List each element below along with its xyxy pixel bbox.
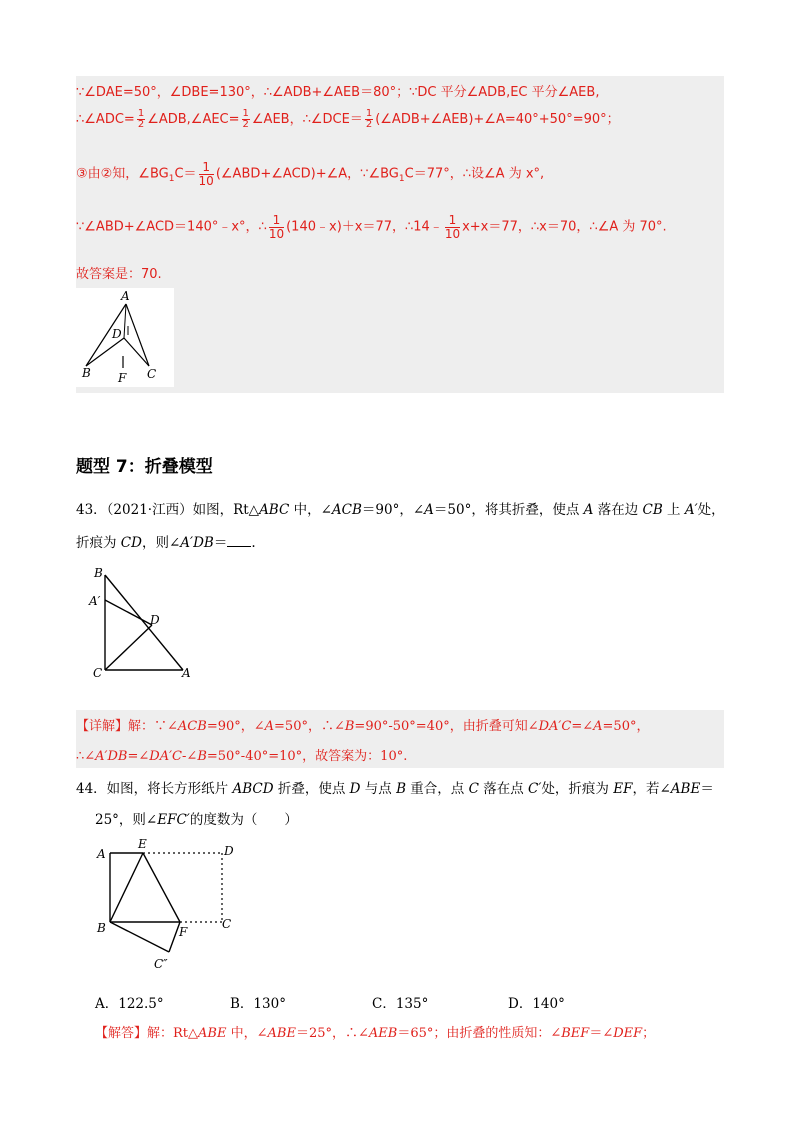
q43-solution-line-2 bbox=[76, 745, 407, 764]
answer-blank[interactable] bbox=[227, 534, 251, 547]
math: A′DB bbox=[95, 749, 128, 764]
solution-line-3 bbox=[76, 161, 544, 187]
figure-43 bbox=[88, 562, 198, 684]
text: =∠ bbox=[571, 719, 594, 734]
den: 10 bbox=[198, 173, 214, 188]
q44-solution-line bbox=[95, 1022, 655, 1041]
text: 折叠，使点 bbox=[273, 781, 350, 797]
text: =50°，∴∠ bbox=[274, 719, 345, 734]
math: ACB bbox=[177, 719, 207, 734]
solution-line-2 bbox=[76, 108, 620, 131]
den: 2 bbox=[365, 119, 373, 130]
num: 1 bbox=[445, 214, 460, 228]
option-d[interactable]: D．140° bbox=[508, 996, 565, 1012]
math: DA′C bbox=[149, 749, 183, 764]
text: ＝ bbox=[213, 535, 228, 551]
math: B bbox=[197, 749, 207, 764]
label: 【详解】 bbox=[76, 719, 129, 734]
math: C bbox=[468, 781, 479, 797]
fraction-half bbox=[242, 109, 250, 131]
text: 折痕为 bbox=[76, 535, 121, 551]
label-F: F bbox=[118, 371, 127, 385]
figure-42 bbox=[76, 288, 174, 387]
math: CD bbox=[120, 535, 142, 551]
math: ABE bbox=[670, 781, 701, 797]
label-A-prime: A′ bbox=[89, 594, 101, 608]
solution-line-4 bbox=[76, 214, 667, 240]
option-a[interactable]: A．122.5° bbox=[95, 996, 164, 1012]
label-C: C bbox=[93, 666, 103, 680]
text: x+x＝77，∴x＝70，∴∠A 为 70°. bbox=[462, 219, 667, 235]
solution-box-42 bbox=[76, 76, 724, 393]
text: 落在点 bbox=[478, 781, 529, 797]
fraction-tenth bbox=[269, 214, 284, 240]
label-D: D bbox=[150, 613, 160, 627]
label-C-prime: C″ bbox=[154, 957, 168, 971]
text: ＝50°，将其折叠，使点 bbox=[433, 502, 584, 518]
q43-line-1 bbox=[76, 498, 725, 518]
math: B bbox=[344, 719, 355, 734]
math: D bbox=[349, 781, 361, 797]
label-C: C bbox=[147, 367, 157, 381]
math: ABE bbox=[198, 1026, 227, 1041]
fraction-half bbox=[365, 109, 373, 131]
math: ABCD bbox=[232, 781, 274, 797]
math: DEF bbox=[613, 1026, 643, 1041]
subscript: 1 bbox=[168, 174, 175, 185]
math: EFC′ bbox=[157, 812, 190, 828]
label: 【解答】 bbox=[95, 1026, 148, 1041]
option-b[interactable]: B．130° bbox=[230, 996, 286, 1012]
text: C＝77°，∴设∠A 为 x°, bbox=[404, 166, 545, 182]
text: ∵∠ABD+∠ACD＝140°﹣x°，∴ bbox=[76, 219, 267, 235]
text: ＝90°，∠ bbox=[361, 502, 425, 518]
math: B bbox=[396, 781, 406, 797]
num: 1 bbox=[199, 161, 214, 175]
math: A′DB bbox=[180, 535, 214, 551]
section-heading: 题型 7：折叠模型 bbox=[76, 457, 213, 477]
text: 43．（2021·江西）如图，Rt△ bbox=[76, 502, 260, 518]
figure-44 bbox=[92, 835, 252, 975]
text: 44．如图，将长方形纸片 bbox=[76, 781, 233, 797]
fraction-half bbox=[137, 109, 145, 131]
fraction-tenth bbox=[445, 214, 460, 240]
text: 落在边 bbox=[593, 502, 643, 518]
text: 解：∵∠ bbox=[128, 719, 178, 734]
text: (140﹣x)＋x＝77，∴14﹣ bbox=[286, 219, 443, 235]
solution-line-1: ∵∠DAE=50°，∠DBE=130°，∴∠ADB+∠AEB＝80°；∵DC 平分∠ADB,EC 平分∠AEB, bbox=[76, 85, 600, 100]
math: A′ bbox=[684, 502, 698, 518]
label-E: E bbox=[138, 837, 147, 851]
math: ABC bbox=[259, 502, 290, 518]
text: ＝∠ bbox=[589, 1026, 614, 1041]
label-A: A bbox=[182, 666, 191, 680]
text: ＝25°，∴∠ bbox=[295, 1026, 369, 1041]
text: . bbox=[251, 535, 256, 551]
q43-solution-line-1 bbox=[76, 715, 649, 734]
label-B: B bbox=[97, 921, 106, 935]
text: -∠ bbox=[182, 749, 198, 764]
text: =50°-40°=10°，故答案为：10°. bbox=[206, 749, 408, 764]
option-c[interactable]: C．135° bbox=[372, 996, 429, 1012]
text: 中，∠ bbox=[289, 502, 332, 518]
text: 25°，则∠ bbox=[95, 812, 158, 828]
q43-line-2 bbox=[76, 531, 256, 551]
math: EF bbox=[613, 781, 633, 797]
text: 解：Rt△ bbox=[147, 1026, 199, 1041]
subscript: 1 bbox=[398, 174, 405, 185]
num: 1 bbox=[137, 107, 145, 119]
text: 上 bbox=[662, 502, 685, 518]
math: CB bbox=[642, 502, 663, 518]
text: 中，∠ bbox=[226, 1026, 268, 1041]
text: =90°-50°=40°，由折叠可知∠ bbox=[354, 719, 539, 734]
text: ，若∠ bbox=[632, 781, 671, 797]
math: A bbox=[264, 719, 275, 734]
text: ； bbox=[642, 1026, 656, 1041]
text: ∴∠ bbox=[76, 749, 96, 764]
label-F: F bbox=[179, 925, 188, 939]
math: DA′C bbox=[538, 719, 572, 734]
math: A bbox=[424, 502, 434, 518]
math: AEB bbox=[368, 1026, 398, 1041]
math: BEF bbox=[561, 1026, 590, 1041]
text: =90°，∠ bbox=[206, 719, 265, 734]
label-C: C bbox=[222, 917, 232, 931]
text: ＝ bbox=[700, 781, 714, 797]
math: C′ bbox=[528, 781, 542, 797]
math: ACB bbox=[331, 502, 362, 518]
q44-line-2 bbox=[95, 808, 298, 828]
solution-box-43 bbox=[76, 710, 724, 768]
text: ∠ADB,∠AEC= bbox=[147, 112, 240, 127]
label-A: A bbox=[121, 289, 130, 303]
den: 10 bbox=[268, 226, 285, 241]
den: 2 bbox=[242, 119, 249, 130]
solution-line-5: 故答案是：70. bbox=[76, 267, 162, 282]
text: =50°， bbox=[602, 719, 650, 734]
text: ③由②知，∠BG bbox=[76, 166, 169, 182]
math: A bbox=[583, 502, 594, 518]
text: 重合，点 bbox=[406, 781, 469, 797]
label-D: D bbox=[224, 844, 234, 858]
text: ∠AEB，∴∠DCE＝ bbox=[251, 112, 363, 127]
text: 的度数为（ ） bbox=[189, 812, 298, 828]
math: A bbox=[593, 719, 603, 734]
num: 1 bbox=[242, 107, 249, 119]
label-B: B bbox=[94, 566, 103, 580]
text: 处， bbox=[697, 502, 725, 518]
text: =∠ bbox=[127, 749, 150, 764]
num: 1 bbox=[365, 107, 373, 119]
label-D: D bbox=[112, 327, 122, 341]
text: ，则∠ bbox=[141, 535, 181, 551]
text: ∴∠ADC= bbox=[76, 112, 135, 127]
text: C＝ bbox=[174, 166, 197, 182]
q44-line-1 bbox=[76, 777, 714, 797]
text: (∠ABD+∠ACD)+∠A，∵∠BG bbox=[215, 166, 399, 182]
label-A: A bbox=[97, 847, 106, 861]
fraction-tenth bbox=[199, 161, 214, 187]
label-B: B bbox=[82, 366, 91, 380]
num: 1 bbox=[269, 214, 284, 228]
text: (∠ADB+∠AEB)+∠A=40°+50°=90°； bbox=[375, 112, 620, 127]
text: 处，折痕为 bbox=[541, 781, 614, 797]
den: 10 bbox=[444, 226, 461, 241]
text: ＝65°；由折叠的性质知：∠ bbox=[397, 1026, 562, 1041]
text: 与点 bbox=[360, 781, 397, 797]
math: ABE bbox=[267, 1026, 296, 1041]
den: 2 bbox=[137, 119, 145, 130]
